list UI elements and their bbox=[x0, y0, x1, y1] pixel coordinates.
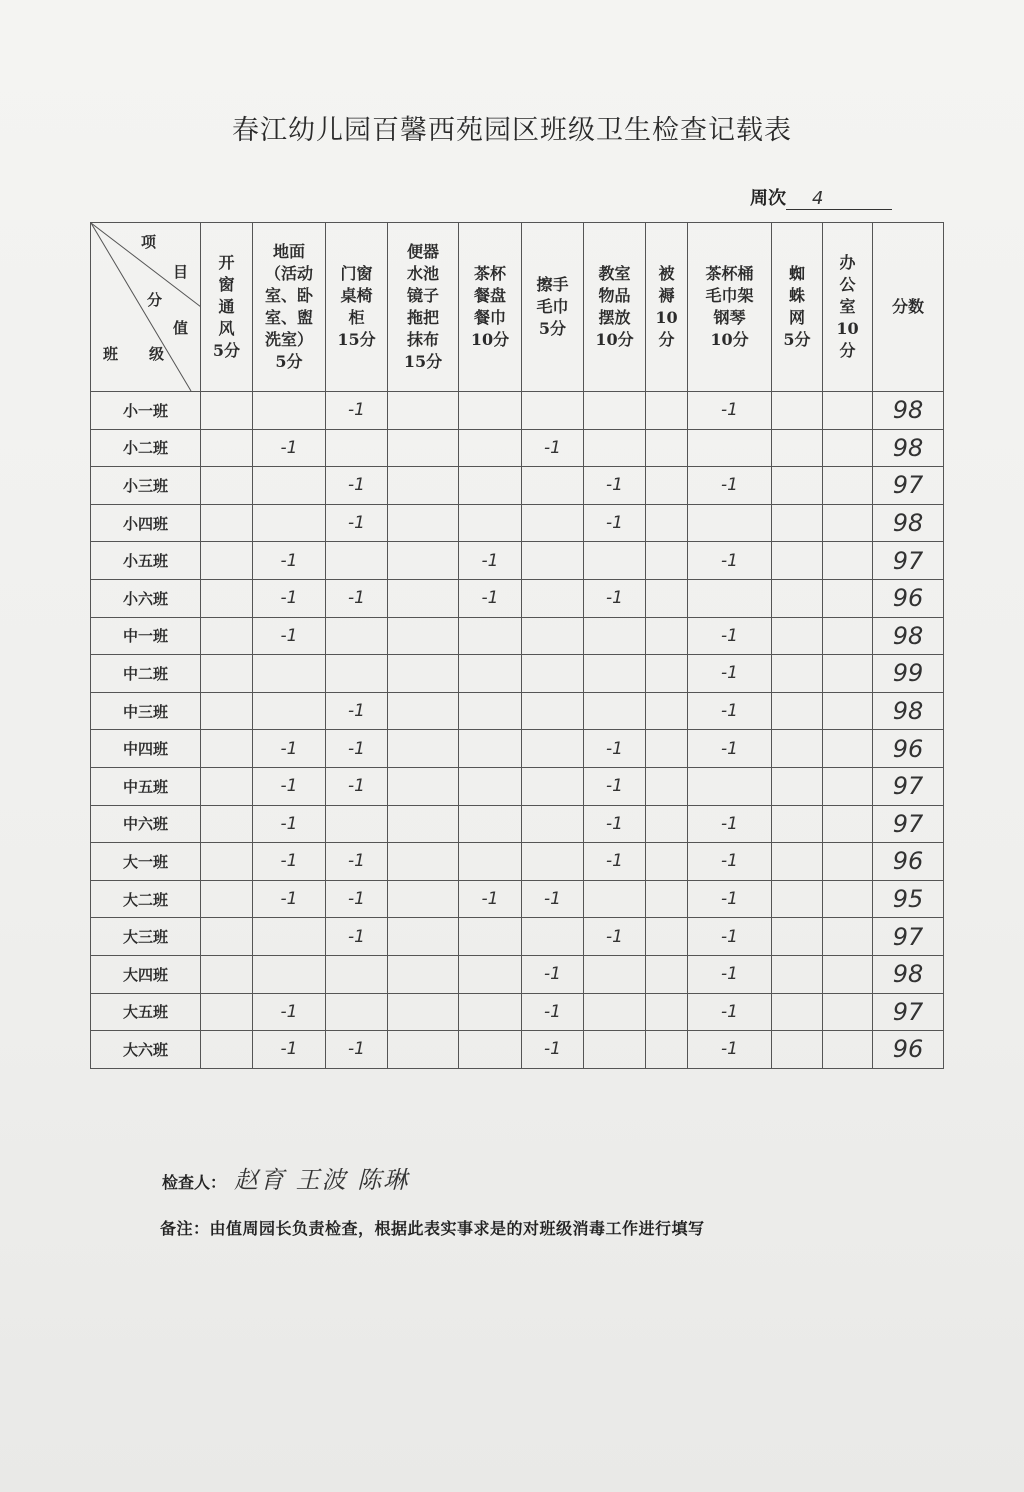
deduction-cell bbox=[688, 579, 772, 617]
deduction-cell bbox=[646, 429, 688, 467]
deduction-cell: -1 bbox=[522, 429, 584, 467]
deduction-cell bbox=[326, 955, 388, 993]
deduction-cell: -1 bbox=[459, 542, 522, 580]
table-row bbox=[91, 843, 944, 881]
deduction-cell bbox=[772, 504, 823, 542]
table-row bbox=[91, 542, 944, 580]
score-cell: 97 bbox=[873, 467, 944, 505]
deduction-cell bbox=[201, 504, 253, 542]
score-cell: 95 bbox=[873, 880, 944, 918]
deduction-cell bbox=[459, 392, 522, 430]
deduction-cell bbox=[772, 955, 823, 993]
table-row bbox=[91, 767, 944, 805]
class-name-cell: 中四班 bbox=[91, 730, 201, 768]
deduction-cell bbox=[253, 504, 326, 542]
deduction-cell bbox=[522, 730, 584, 768]
deduction-cell bbox=[584, 392, 646, 430]
deduction-cell: -1 bbox=[522, 955, 584, 993]
deduction-cell bbox=[459, 467, 522, 505]
corner-item2: 目 bbox=[173, 263, 189, 281]
deduction-cell bbox=[253, 467, 326, 505]
deduction-cell bbox=[459, 843, 522, 881]
deduction-cell: -1 bbox=[326, 767, 388, 805]
column-header-11: 办 公 室 10 分 bbox=[823, 223, 873, 392]
deduction-cell bbox=[646, 880, 688, 918]
deduction-cell: -1 bbox=[584, 805, 646, 843]
deduction-cell bbox=[388, 655, 459, 693]
deduction-cell: -1 bbox=[688, 617, 772, 655]
deduction-cell bbox=[522, 392, 584, 430]
deduction-cell bbox=[326, 993, 388, 1031]
deduction-cell bbox=[388, 918, 459, 956]
class-name-cell: 小四班 bbox=[91, 504, 201, 542]
deduction-cell bbox=[522, 805, 584, 843]
score-cell: 97 bbox=[873, 993, 944, 1031]
table-row bbox=[91, 467, 944, 505]
table-row bbox=[91, 730, 944, 768]
column-header-9: 茶杯桶 毛巾架 钢琴 10分 bbox=[688, 223, 772, 392]
deduction-cell bbox=[459, 692, 522, 730]
deduction-cell bbox=[388, 579, 459, 617]
score-cell: 98 bbox=[873, 392, 944, 430]
deduction-cell: -1 bbox=[326, 692, 388, 730]
deduction-cell: -1 bbox=[326, 880, 388, 918]
deduction-cell bbox=[823, 993, 873, 1031]
column-header-12: 分数 bbox=[873, 223, 944, 392]
table-row bbox=[91, 1031, 944, 1069]
deduction-cell: -1 bbox=[326, 467, 388, 505]
deduction-cell bbox=[772, 579, 823, 617]
corner-class2: 级 bbox=[149, 345, 165, 363]
deduction-cell bbox=[459, 918, 522, 956]
deduction-cell bbox=[688, 504, 772, 542]
deduction-cell bbox=[326, 617, 388, 655]
deduction-cell: -1 bbox=[688, 542, 772, 580]
deduction-cell: -1 bbox=[253, 993, 326, 1031]
deduction-cell bbox=[823, 579, 873, 617]
column-header-3: 门窗 桌椅 柜 15分 bbox=[326, 223, 388, 392]
column-header-4: 便器 水池 镜子 拖把 抹布 15分 bbox=[388, 223, 459, 392]
class-name-cell: 中六班 bbox=[91, 805, 201, 843]
column-header-2: 地面 （活动 室、卧 室、盥 洗室） 5分 bbox=[253, 223, 326, 392]
deduction-cell bbox=[388, 617, 459, 655]
score-cell: 97 bbox=[873, 805, 944, 843]
class-name-cell: 大一班 bbox=[91, 843, 201, 881]
deduction-cell: -1 bbox=[584, 504, 646, 542]
table-row bbox=[91, 805, 944, 843]
deduction-cell: -1 bbox=[688, 392, 772, 430]
deduction-cell bbox=[201, 843, 253, 881]
deduction-cell bbox=[388, 767, 459, 805]
deduction-cell bbox=[388, 1031, 459, 1069]
deduction-cell bbox=[772, 843, 823, 881]
deduction-cell bbox=[772, 617, 823, 655]
deduction-cell: -1 bbox=[326, 918, 388, 956]
deduction-cell: -1 bbox=[688, 993, 772, 1031]
deduction-cell: -1 bbox=[688, 843, 772, 881]
deduction-cell bbox=[823, 918, 873, 956]
deduction-cell: -1 bbox=[326, 392, 388, 430]
corner-score2: 值 bbox=[173, 319, 189, 337]
deduction-cell bbox=[646, 392, 688, 430]
deduction-cell: -1 bbox=[584, 467, 646, 505]
table-row bbox=[91, 993, 944, 1031]
class-name-cell: 大六班 bbox=[91, 1031, 201, 1069]
deduction-cell bbox=[772, 467, 823, 505]
deduction-cell: -1 bbox=[688, 880, 772, 918]
deduction-cell: -1 bbox=[584, 767, 646, 805]
class-name-cell: 中三班 bbox=[91, 692, 201, 730]
deduction-cell bbox=[646, 955, 688, 993]
deduction-cell bbox=[459, 993, 522, 1031]
column-header-5: 茶杯 餐盘 餐巾 10分 bbox=[459, 223, 522, 392]
deduction-cell bbox=[772, 655, 823, 693]
table-row bbox=[91, 392, 944, 430]
deduction-cell bbox=[522, 504, 584, 542]
score-cell: 99 bbox=[873, 655, 944, 693]
deduction-cell bbox=[326, 805, 388, 843]
deduction-cell bbox=[584, 1031, 646, 1069]
deduction-cell: -1 bbox=[459, 880, 522, 918]
deduction-cell bbox=[201, 392, 253, 430]
deduction-cell bbox=[772, 918, 823, 956]
score-cell: 98 bbox=[873, 504, 944, 542]
score-cell: 98 bbox=[873, 617, 944, 655]
deduction-cell bbox=[584, 692, 646, 730]
table-row bbox=[91, 429, 944, 467]
deduction-cell: -1 bbox=[688, 1031, 772, 1069]
deduction-cell: -1 bbox=[326, 1031, 388, 1069]
deduction-cell bbox=[584, 542, 646, 580]
deduction-cell bbox=[584, 655, 646, 693]
deduction-cell bbox=[646, 993, 688, 1031]
deduction-cell: -1 bbox=[688, 730, 772, 768]
deduction-cell: -1 bbox=[584, 843, 646, 881]
deduction-cell bbox=[772, 880, 823, 918]
deduction-cell bbox=[388, 542, 459, 580]
deduction-cell bbox=[646, 918, 688, 956]
deduction-cell bbox=[201, 767, 253, 805]
deduction-cell bbox=[201, 993, 253, 1031]
deduction-cell bbox=[772, 805, 823, 843]
deduction-cell bbox=[459, 504, 522, 542]
deduction-cell bbox=[201, 805, 253, 843]
deduction-cell bbox=[688, 767, 772, 805]
deduction-cell bbox=[823, 843, 873, 881]
class-name-cell: 中二班 bbox=[91, 655, 201, 693]
table-row bbox=[91, 692, 944, 730]
score-cell: 97 bbox=[873, 542, 944, 580]
deduction-cell bbox=[584, 429, 646, 467]
deduction-cell: -1 bbox=[253, 880, 326, 918]
page-title: 春江幼儿园百馨西苑园区班级卫生检查记载表 bbox=[232, 115, 792, 146]
deduction-cell bbox=[823, 467, 873, 505]
deduction-cell bbox=[823, 955, 873, 993]
deduction-cell bbox=[772, 1031, 823, 1069]
deduction-cell bbox=[459, 655, 522, 693]
class-name-cell: 中五班 bbox=[91, 767, 201, 805]
column-header-10: 蜘 蛛 网 5分 bbox=[772, 223, 823, 392]
deduction-cell bbox=[388, 843, 459, 881]
deduction-cell bbox=[253, 918, 326, 956]
deduction-cell bbox=[459, 805, 522, 843]
deduction-cell bbox=[253, 955, 326, 993]
deduction-cell: -1 bbox=[253, 429, 326, 467]
deduction-cell bbox=[646, 1031, 688, 1069]
deduction-cell bbox=[459, 730, 522, 768]
deduction-cell: -1 bbox=[326, 730, 388, 768]
score-cell: 98 bbox=[873, 692, 944, 730]
inspection-table bbox=[90, 222, 944, 1069]
deduction-cell bbox=[823, 805, 873, 843]
deduction-cell bbox=[522, 843, 584, 881]
header-row bbox=[91, 223, 944, 392]
table-row bbox=[91, 918, 944, 956]
class-name-cell: 大五班 bbox=[91, 993, 201, 1031]
deduction-cell: -1 bbox=[522, 880, 584, 918]
deduction-cell bbox=[522, 655, 584, 693]
deduction-cell bbox=[201, 542, 253, 580]
deduction-cell bbox=[646, 843, 688, 881]
class-name-cell: 大二班 bbox=[91, 880, 201, 918]
deduction-cell bbox=[772, 692, 823, 730]
deduction-cell bbox=[646, 730, 688, 768]
week-value: 4 bbox=[786, 188, 892, 210]
deduction-cell bbox=[823, 692, 873, 730]
deduction-cell bbox=[646, 542, 688, 580]
deduction-cell bbox=[646, 767, 688, 805]
deduction-cell bbox=[823, 392, 873, 430]
deduction-cell bbox=[201, 1031, 253, 1069]
deduction-cell bbox=[201, 730, 253, 768]
deduction-cell bbox=[459, 767, 522, 805]
column-header-1: 开 窗 通 风 5分 bbox=[201, 223, 253, 392]
deduction-cell: -1 bbox=[584, 579, 646, 617]
deduction-cell bbox=[772, 429, 823, 467]
corner-cell bbox=[91, 223, 201, 392]
deduction-cell bbox=[823, 617, 873, 655]
deduction-cell bbox=[584, 993, 646, 1031]
score-cell: 96 bbox=[873, 730, 944, 768]
deduction-cell bbox=[823, 1031, 873, 1069]
deduction-cell: -1 bbox=[253, 617, 326, 655]
deduction-cell bbox=[201, 617, 253, 655]
deduction-cell bbox=[201, 429, 253, 467]
deduction-cell: -1 bbox=[253, 805, 326, 843]
score-cell: 97 bbox=[873, 918, 944, 956]
deduction-cell bbox=[459, 1031, 522, 1069]
deduction-cell bbox=[646, 692, 688, 730]
deduction-cell bbox=[459, 617, 522, 655]
class-name-cell: 小三班 bbox=[91, 467, 201, 505]
deduction-cell bbox=[772, 767, 823, 805]
week-field bbox=[750, 184, 892, 210]
deduction-cell: -1 bbox=[253, 767, 326, 805]
deduction-cell: -1 bbox=[688, 805, 772, 843]
corner-score: 分 bbox=[147, 291, 163, 309]
deduction-cell bbox=[646, 579, 688, 617]
class-name-cell: 小六班 bbox=[91, 579, 201, 617]
deduction-cell bbox=[646, 504, 688, 542]
deduction-cell bbox=[584, 880, 646, 918]
deduction-cell: -1 bbox=[688, 655, 772, 693]
deduction-cell bbox=[646, 655, 688, 693]
deduction-cell bbox=[459, 955, 522, 993]
inspectors-signatures: 赵育 王波 陈琳 bbox=[234, 1166, 410, 1194]
deduction-cell bbox=[201, 880, 253, 918]
class-name-cell: 小一班 bbox=[91, 392, 201, 430]
deduction-cell bbox=[522, 467, 584, 505]
deduction-cell: -1 bbox=[253, 1031, 326, 1069]
deduction-cell bbox=[253, 692, 326, 730]
footnote: 备注：由值周园长负责检查，根据此表实事求是的对班级消毒工作进行填写 bbox=[160, 1219, 705, 1238]
deduction-cell bbox=[326, 429, 388, 467]
deduction-cell: -1 bbox=[688, 692, 772, 730]
score-cell: 98 bbox=[873, 955, 944, 993]
deduction-cell bbox=[772, 392, 823, 430]
deduction-cell bbox=[522, 767, 584, 805]
deduction-cell bbox=[253, 655, 326, 693]
deduction-cell bbox=[772, 993, 823, 1031]
table-row bbox=[91, 655, 944, 693]
table-row bbox=[91, 617, 944, 655]
deduction-cell bbox=[388, 429, 459, 467]
corner-class: 班 bbox=[103, 345, 119, 363]
deduction-cell: -1 bbox=[253, 542, 326, 580]
class-name-cell: 大四班 bbox=[91, 955, 201, 993]
deduction-cell bbox=[253, 392, 326, 430]
deduction-cell bbox=[459, 429, 522, 467]
deduction-cell bbox=[388, 392, 459, 430]
class-name-cell: 大三班 bbox=[91, 918, 201, 956]
deduction-cell bbox=[646, 467, 688, 505]
deduction-cell bbox=[388, 955, 459, 993]
deduction-cell bbox=[201, 655, 253, 693]
class-name-cell: 小五班 bbox=[91, 542, 201, 580]
deduction-cell bbox=[388, 993, 459, 1031]
deduction-cell bbox=[522, 542, 584, 580]
deduction-cell: -1 bbox=[688, 918, 772, 956]
deduction-cell: -1 bbox=[688, 955, 772, 993]
deduction-cell bbox=[823, 767, 873, 805]
deduction-cell: -1 bbox=[522, 1031, 584, 1069]
deduction-cell bbox=[201, 579, 253, 617]
deduction-cell bbox=[522, 617, 584, 655]
table-row bbox=[91, 880, 944, 918]
deduction-cell bbox=[772, 542, 823, 580]
column-header-7: 教室 物品 摆放 10分 bbox=[584, 223, 646, 392]
deduction-cell bbox=[646, 617, 688, 655]
deduction-cell bbox=[388, 880, 459, 918]
class-name-cell: 小二班 bbox=[91, 429, 201, 467]
inspectors-line bbox=[162, 1160, 409, 1195]
deduction-cell bbox=[522, 692, 584, 730]
deduction-cell bbox=[388, 692, 459, 730]
deduction-cell: -1 bbox=[522, 993, 584, 1031]
deduction-cell bbox=[823, 504, 873, 542]
deduction-cell bbox=[388, 467, 459, 505]
deduction-cell bbox=[823, 542, 873, 580]
inspectors-label: 检查人： bbox=[162, 1173, 227, 1192]
deduction-cell: -1 bbox=[253, 579, 326, 617]
deduction-cell: -1 bbox=[253, 843, 326, 881]
score-cell: 96 bbox=[873, 579, 944, 617]
deduction-cell: -1 bbox=[584, 730, 646, 768]
score-cell: 97 bbox=[873, 767, 944, 805]
class-name-cell: 中一班 bbox=[91, 617, 201, 655]
deduction-cell bbox=[823, 429, 873, 467]
deduction-cell bbox=[522, 918, 584, 956]
deduction-cell: -1 bbox=[326, 579, 388, 617]
table-row bbox=[91, 504, 944, 542]
deduction-cell bbox=[201, 918, 253, 956]
deduction-cell: -1 bbox=[584, 918, 646, 956]
score-cell: 96 bbox=[873, 1031, 944, 1069]
deduction-cell bbox=[201, 955, 253, 993]
deduction-cell bbox=[772, 730, 823, 768]
deduction-cell: -1 bbox=[326, 843, 388, 881]
column-header-8: 被 褥 10 分 bbox=[646, 223, 688, 392]
deduction-cell bbox=[201, 692, 253, 730]
table-row bbox=[91, 579, 944, 617]
deduction-cell bbox=[201, 467, 253, 505]
deduction-cell bbox=[823, 880, 873, 918]
score-cell: 98 bbox=[873, 429, 944, 467]
deduction-cell bbox=[584, 955, 646, 993]
deduction-cell bbox=[823, 730, 873, 768]
deduction-cell: -1 bbox=[326, 504, 388, 542]
deduction-cell bbox=[823, 655, 873, 693]
deduction-cell: -1 bbox=[459, 579, 522, 617]
corner-item: 项 bbox=[141, 233, 157, 251]
deduction-cell: -1 bbox=[688, 467, 772, 505]
deduction-cell bbox=[688, 429, 772, 467]
deduction-cell bbox=[388, 805, 459, 843]
column-header-6: 擦手 毛巾 5分 bbox=[522, 223, 584, 392]
table-row bbox=[91, 955, 944, 993]
deduction-cell bbox=[326, 655, 388, 693]
deduction-cell bbox=[522, 579, 584, 617]
week-label: 周次 bbox=[750, 188, 786, 209]
deduction-cell: -1 bbox=[253, 730, 326, 768]
deduction-cell bbox=[584, 617, 646, 655]
deduction-cell bbox=[646, 805, 688, 843]
deduction-cell bbox=[388, 730, 459, 768]
score-cell: 96 bbox=[873, 843, 944, 881]
deduction-cell bbox=[388, 504, 459, 542]
table-body bbox=[91, 392, 944, 1069]
deduction-cell bbox=[326, 542, 388, 580]
